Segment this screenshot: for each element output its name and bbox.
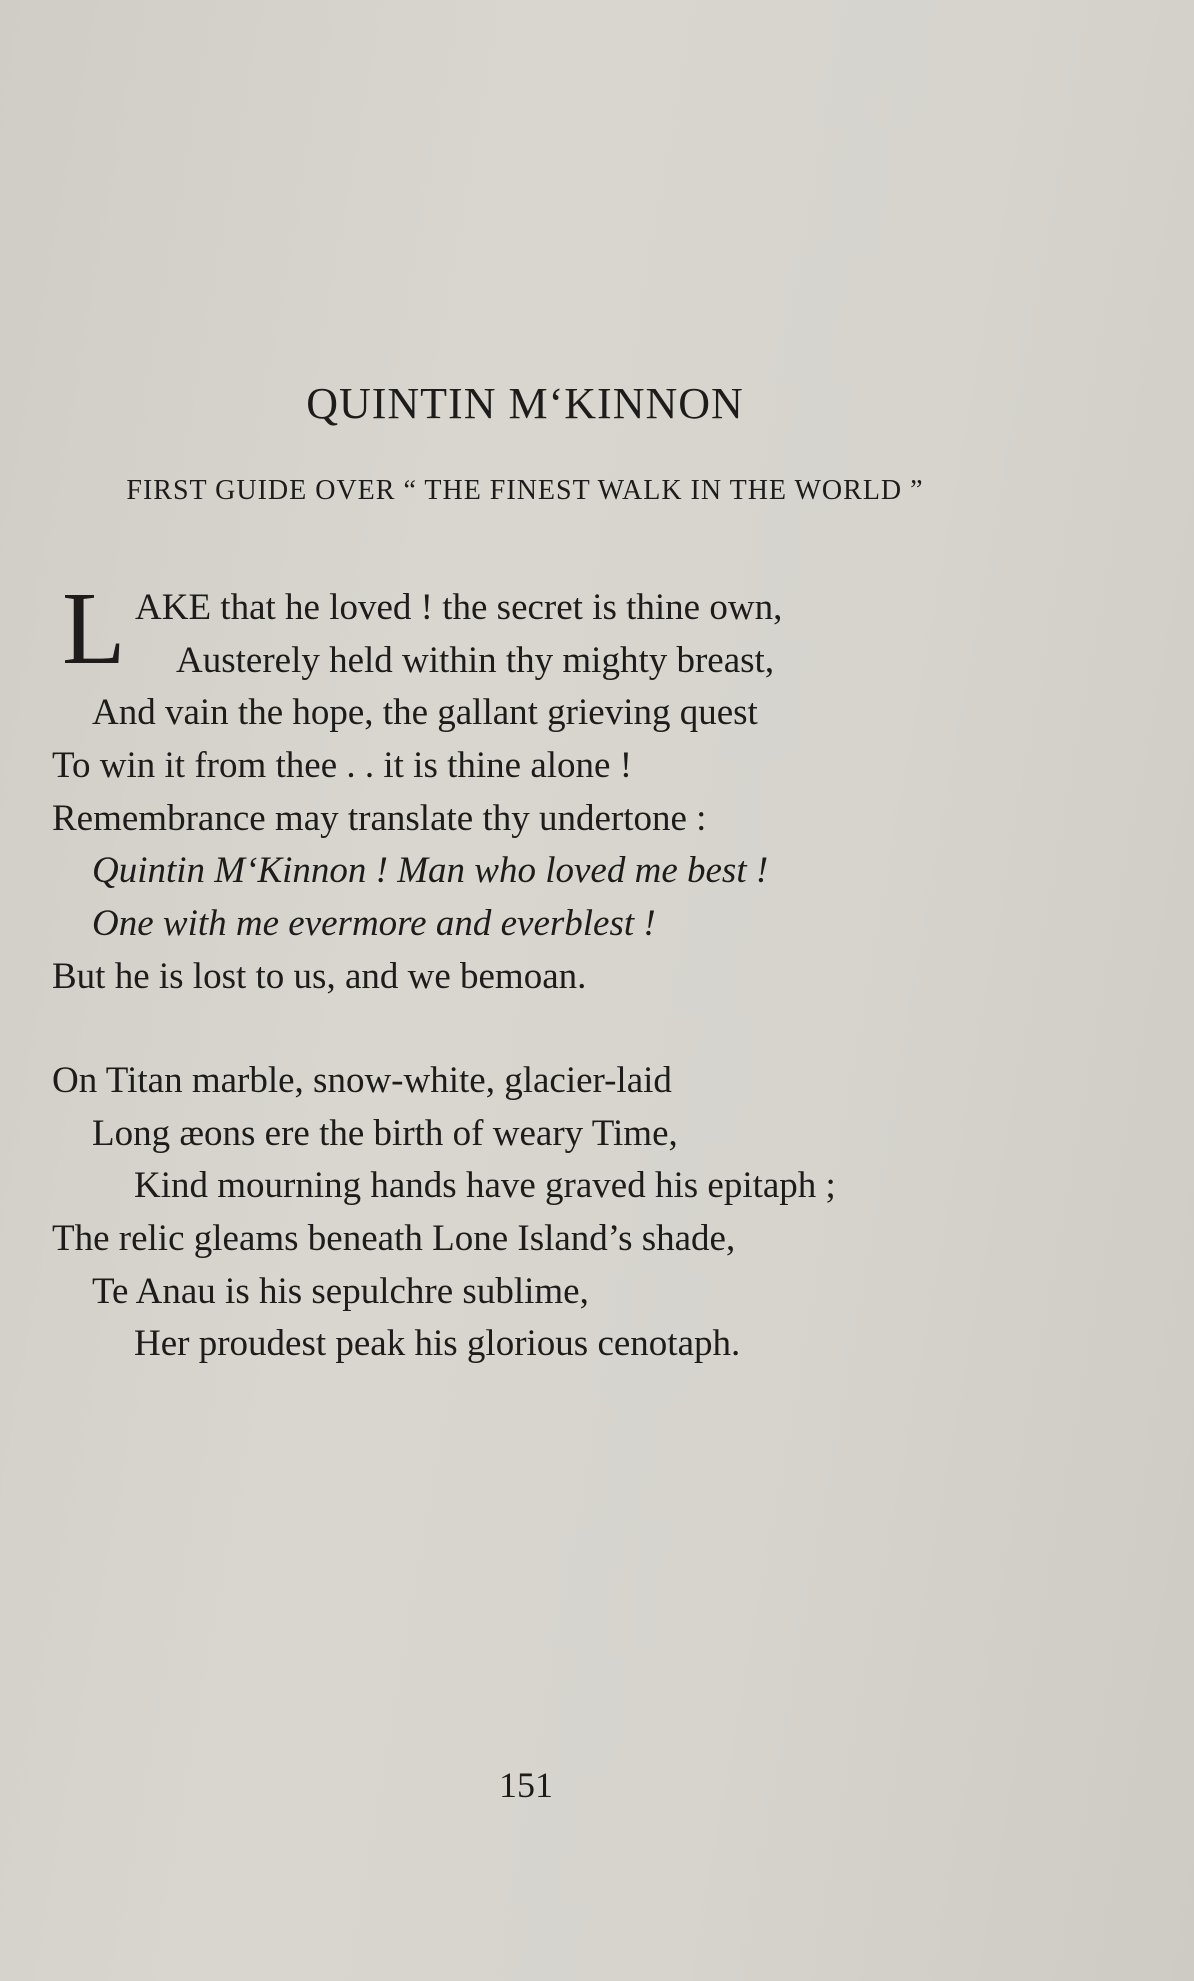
- stanza-2: [52, 1055, 836, 1371]
- stanza-1-line-4: To win it from thee . . it is thine alone !: [52, 745, 633, 787]
- drop-cap: L: [62, 571, 126, 686]
- stanza-2-line-4: The relic gleams beneath Lone Island’s shade,: [52, 1218, 736, 1260]
- stanza-2-line-5: Te Anau is his sepulchre sublime,: [92, 1270, 589, 1312]
- stanza-1-line-8: But he is lost to us, and we bemoan.: [52, 955, 587, 997]
- stanza-2-line-2: Long æons ere the birth of weary Time,: [92, 1112, 678, 1154]
- stanza-2-line-1: On Titan marble, snow-white, glacier-laid: [52, 1060, 672, 1101]
- stanza-1-line-5: Remembrance may translate thy undertone :: [52, 797, 707, 839]
- stanza-1-line-3: And vain the hope, the gallant grieving quest: [92, 692, 758, 734]
- stanza-1-line-6: Quintin M‘Kinnon ! Man who loved me best !: [92, 850, 769, 892]
- drop-cap-wrapper: [52, 571, 783, 687]
- stanza-1: [52, 571, 783, 1004]
- page-number: 151: [499, 1765, 553, 1805]
- poem-title: QUINTIN M‘KINNON: [306, 379, 744, 428]
- stanza-2-line-3: Kind mourning hands have graved his epitaph ;: [134, 1165, 836, 1207]
- stanza-1-line-1: AKE that he loved ! the secret is thine own,: [135, 587, 783, 628]
- poem-subtitle: FIRST GUIDE OVER “ THE FINEST WALK IN THE WORLD ”: [126, 475, 924, 506]
- stanza-1-line-2: Austerely held within thy mighty breast,: [176, 639, 775, 681]
- stanza-2-line-6: Her proudest peak his glorious cenotaph.: [134, 1323, 741, 1365]
- stanza-1-line-7: One with me evermore and everblest !: [92, 903, 656, 945]
